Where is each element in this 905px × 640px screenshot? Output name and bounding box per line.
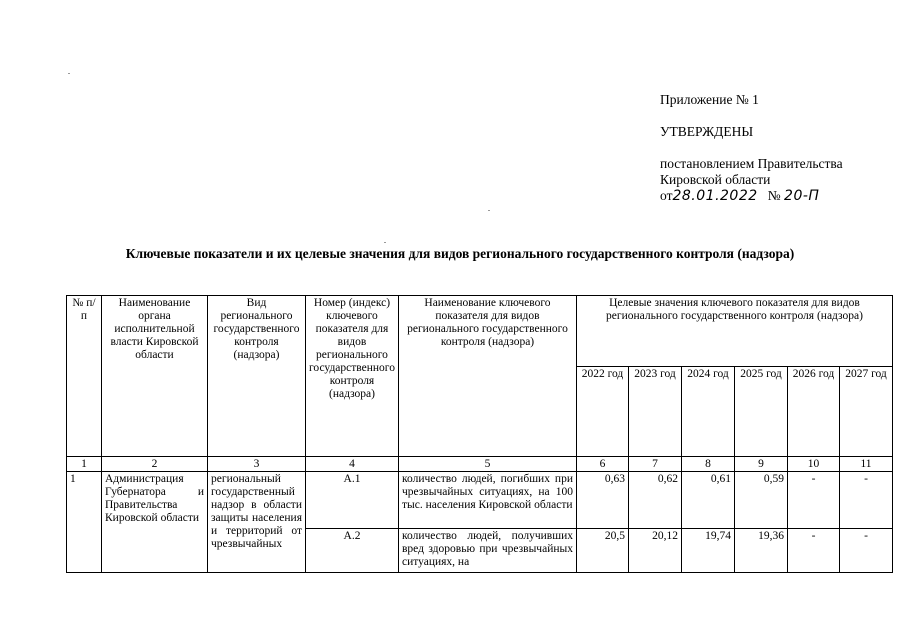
header-year-2026: 2026 год <box>787 367 839 457</box>
value-2023: 20,12 <box>628 529 681 573</box>
document-title: Ключевые показатели и их целевые значения для видов регионального государственного контроля (надзора) <box>125 246 795 261</box>
appendix-label: Приложение № 1 <box>660 92 759 107</box>
column-number: 1 <box>67 457 102 472</box>
indicator-index: А.2 <box>306 529 399 573</box>
value-2025: 19,36 <box>734 529 787 573</box>
header-index: Номер (индекс) ключевого показателя для видов регионального государственного контроля (надзора) <box>306 296 399 457</box>
indicator-index: А.1 <box>306 472 399 529</box>
value-2024: 0,61 <box>681 472 734 529</box>
header-year-2027: 2027 год <box>839 367 892 457</box>
value-2023: 0,62 <box>628 472 681 529</box>
column-number: 4 <box>306 457 399 472</box>
scan-speck <box>488 210 490 211</box>
value-2027: - <box>839 472 892 529</box>
approval-block <box>660 92 890 204</box>
value-2022: 0,63 <box>576 472 628 529</box>
decree-date: 28.01.2022 <box>672 188 758 204</box>
scan-speck <box>384 242 386 243</box>
header-year-2023: 2023 год <box>628 367 681 457</box>
header-year-2022: 2022 год <box>576 367 628 457</box>
decree-label: постановлением Правительства <box>660 156 843 171</box>
header-indicator: Наименование ключевого показателя для видов регионального государственного контроля (надзора) <box>398 296 576 457</box>
header-num: № п/п <box>67 296 102 457</box>
from-label: от <box>660 188 673 203</box>
table-row <box>67 472 893 529</box>
row-kind: региональный государственный надзор в области защиты населения и территорий от чрезвычайных <box>208 472 306 573</box>
approved-label: УТВЕРЖДЕНЫ <box>660 124 754 139</box>
scan-speck <box>68 73 70 74</box>
value-2024: 19,74 <box>681 529 734 573</box>
column-number: 9 <box>734 457 787 472</box>
header-organ: Наименование органа исполнительной власти Кировской области <box>102 296 208 457</box>
column-number: 7 <box>628 457 681 472</box>
column-number: 5 <box>398 457 576 472</box>
header-targets: Целевые значения ключевого показателя для видов регионального государственного контроля (надзора) <box>576 296 892 367</box>
column-number: 2 <box>102 457 208 472</box>
row-num: 1 <box>67 472 102 573</box>
value-2027: - <box>839 529 892 573</box>
column-number: 3 <box>208 457 306 472</box>
number-label: № <box>767 188 781 203</box>
region-label: Кировской области <box>660 172 771 187</box>
indicators-table <box>66 295 893 573</box>
header-year-2024: 2024 год <box>681 367 734 457</box>
column-number: 11 <box>839 457 892 472</box>
column-number: 6 <box>576 457 628 472</box>
column-number: 8 <box>681 457 734 472</box>
row-organ: Администрация Губернатора и Правительства Кировской области <box>102 472 208 573</box>
decree-number: 20-П <box>784 188 820 204</box>
value-2026: - <box>787 472 839 529</box>
value-2026: - <box>787 529 839 573</box>
column-number: 10 <box>787 457 839 472</box>
value-2025: 0,59 <box>734 472 787 529</box>
indicator-name: количество людей, получивших вред здоровью при чрезвычайных ситуациях, на <box>398 529 576 573</box>
header-year-2025: 2025 год <box>734 367 787 457</box>
value-2022: 20,5 <box>576 529 628 573</box>
date-number-line <box>660 188 890 204</box>
indicator-name: количество людей, погибших при чрезвычайных ситуациях, на 100 тыс. населения Кировской области <box>398 472 576 529</box>
header-kind: Вид регионального государственного контроля (надзора) <box>208 296 306 457</box>
column-numbers-row <box>67 457 893 472</box>
